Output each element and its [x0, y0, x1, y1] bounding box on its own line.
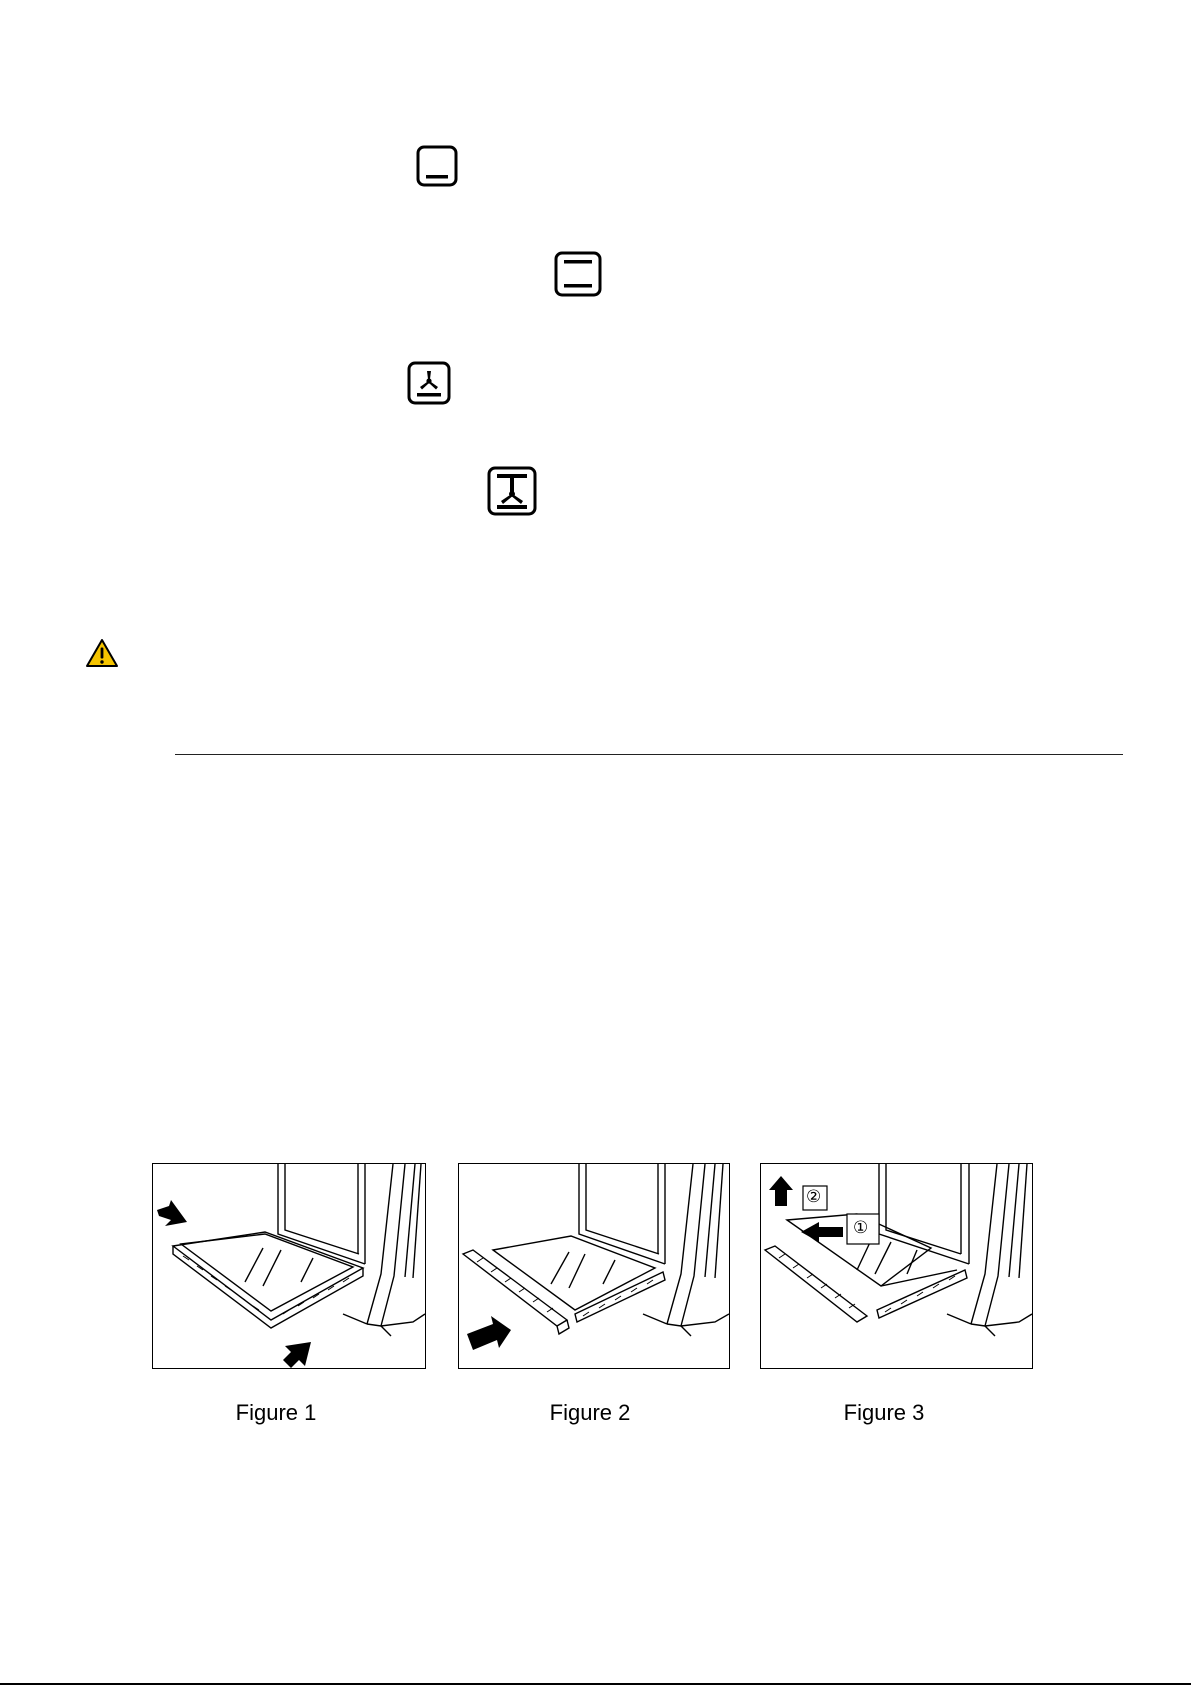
step-1-marker: ①: [853, 1218, 869, 1238]
figure-2-illustration: [458, 1163, 730, 1369]
fan-bottom-heater-icon: [407, 361, 451, 405]
fan-grill-icon: [487, 466, 537, 516]
figure-1-caption: Figure 1: [235, 1400, 317, 1425]
figure-3-caption: Figure 3: [843, 1400, 925, 1425]
warning-triangle-icon: [85, 638, 119, 668]
figure-1-illustration: [152, 1163, 426, 1369]
figure-3-illustration: [760, 1163, 1033, 1369]
section-divider: [175, 754, 1123, 755]
bottom-heater-icon: [416, 145, 458, 187]
step-2-marker: ②: [806, 1187, 822, 1207]
figure-2-caption: Figure 2: [549, 1400, 631, 1425]
top-bottom-heater-icon: [554, 251, 602, 297]
